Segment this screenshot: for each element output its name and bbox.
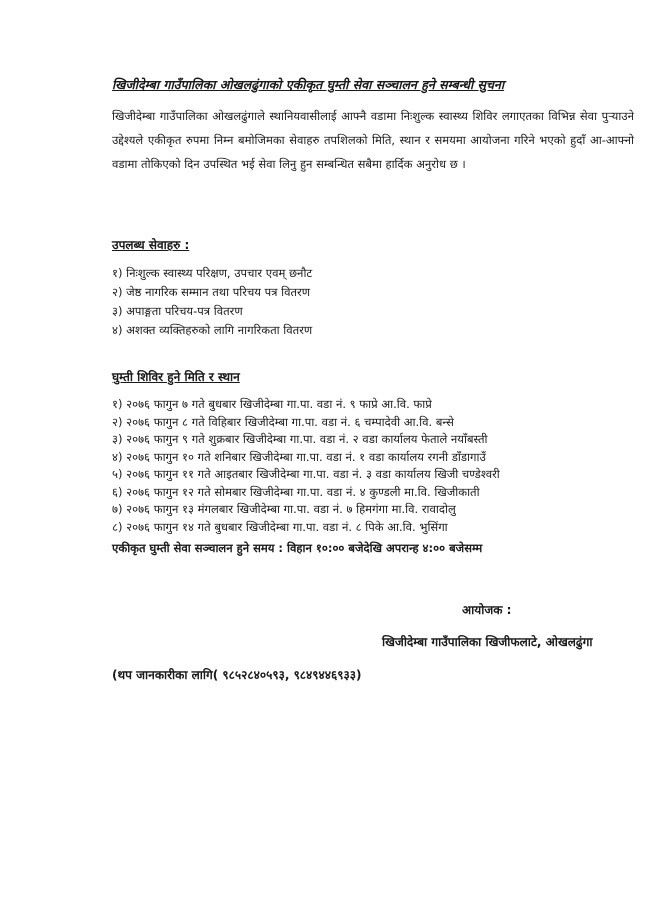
notice-intro-paragraph: खिजीदेम्बा गाउँपालिका ओखलढुंगाले स्थानियवासीलाई आफ्नै वडामा निःशुल्क स्वास्थ्य शिविर लगाएतका विभिन्न सेवा पुऱ्याउने उद्देश्यले एकीकृत रुपमा निम्न बमोजिमका सेवाहरु तपशिलको मिति, स्थान र समयमा आयोजना गरिने भएको हुदाँ आ-आफ्नो वडामा तोकिएको दिन उपस्थित भई सेवा लिनु हुन सम्बन्धित सबैमा हार्दिक अनुरोध छ । <box>112 109 634 171</box>
organizer-label: आयोजक : <box>462 603 512 617</box>
list-item: ८) २०७६ फागुन १४ गते बुधबार खिजीदेम्बा गा.पा. वडा नं. ८ पिके आ.वि. भुसिंगा <box>112 519 448 534</box>
services-list <box>112 264 312 340</box>
schedule-heading: घुम्ती शिविर हुने मिति र स्थान <box>112 370 240 384</box>
service-time: एकीकृत घुम्ती सेवा सञ्चालन हुने समय : विहान १०:०० बजेदेखि अपरान्ह ४:०० बजेसम्म <box>112 541 483 555</box>
list-item: ३) २०७६ फागुन ९ गते शुक्रबार खिजीदेम्बा गा.पा. वडा नं. २ वडा कार्यालय फेताले नयाँबस्ती <box>112 432 488 446</box>
list-item: २) जेष्ठ नागरिक सम्मान तथा परिचय पत्र वितरण <box>112 285 311 299</box>
list-item: २) २०७६ फागुन ८ गते विहिबार खिजीदेम्बा गा.पा. वडा नं. ६ चम्पादेवी आ.वि. बन्से <box>112 414 454 429</box>
list-item: ७) २०७६ फागुन १३ मंगलबार खिजीदेम्बा गा.पा. वडा नं. ७ हिमगंगा मा.वि. रावादोलु <box>112 502 456 516</box>
contact-info: (थप जानकारीका लागि( ९८५२८४०५९३, ९८४९४४६९३३) <box>112 668 362 682</box>
list-item: ६) २०७६ फागुन १२ गते सोमबार खिजीदेम्बा गा.पा. वडा नं. ४ कुण्डली मा.वि. खिजीकाती <box>112 484 480 499</box>
notice-title: खिजीदेम्बा गाउँपालिका ओखलढुंगाको एकीकृत घुम्ती सेवा सञ्चालन हुने सम्बन्धी सुचना <box>112 77 505 92</box>
organizer-name: खिजीदेम्बा गाउँपालिका खिजीफलाटे, ओखलढुंगा <box>382 635 593 649</box>
list-item: १) २०७६ फागुन ७ गते बुधबार खिजीदेम्बा गा.पा. वडा नं. ९ फाप्रे आ.वि. फाप्रे <box>112 397 432 411</box>
list-item: ४) अशक्त व्यक्तिहरुको लागि नागरिकता वितरण <box>112 323 313 337</box>
list-item: ४) २०७६ फागुन १० गते शनिबार खिजीदेम्बा गा.पा. वडा नं. १ वडा कार्यालय रगनी डाँडागाउँ <box>112 449 486 464</box>
schedule-list <box>112 396 500 536</box>
services-heading: उपलब्ध सेवाहरु : <box>112 238 190 252</box>
list-item: ५) २०७६ फागुन ११ गते आइतबार खिजीदेम्बा गा.पा. वडा नं. ३ वडा कार्यालय खिजी चण्डेश्वरी <box>112 467 500 481</box>
list-item: १) निःशुल्क स्वास्थ्य परिक्षण, उपचार एवम् छनौट <box>112 266 313 280</box>
list-item: ३) अपाङ्गता परिचय-पत्र वितरण <box>112 304 243 318</box>
